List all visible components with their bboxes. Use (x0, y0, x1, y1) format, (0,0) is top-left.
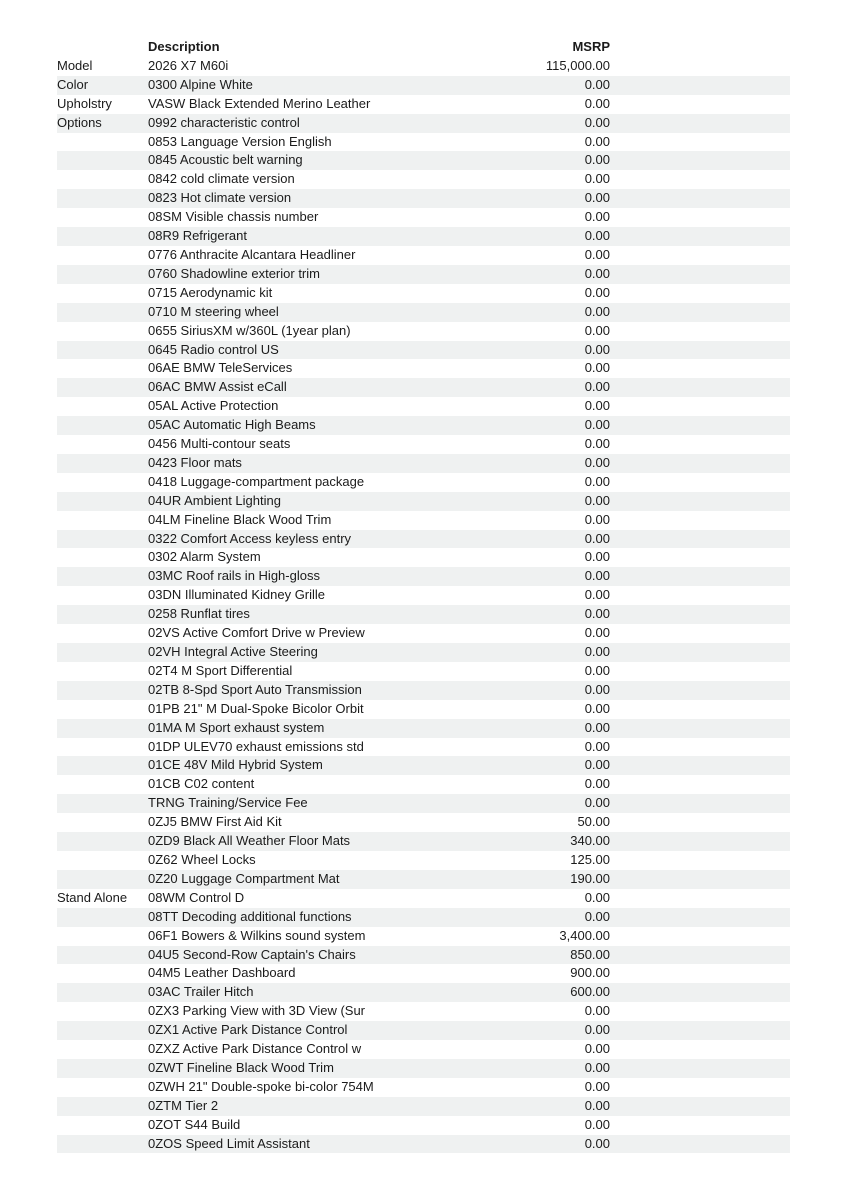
row-label-cell (57, 511, 148, 530)
row-msrp-cell: 125.00 (570, 851, 610, 867)
row-msrp-cell: 0.00 (520, 643, 610, 662)
vehicle-build-sheet (57, 38, 790, 1153)
row-description-cell: 03AC Trailer Hitch (148, 983, 520, 1002)
row-description-cell: 0655 SiriusXM w/360L (1year plan) (148, 322, 351, 338)
table-row (57, 662, 790, 681)
row-msrp-cell: 0.00 (584, 322, 610, 338)
row-filler-cell (610, 57, 790, 76)
row-label-cell (57, 378, 148, 397)
row-filler-cell (610, 397, 790, 416)
row-label-cell (57, 681, 148, 700)
row-description-cell: 01MA M Sport exhaust system (148, 719, 520, 738)
row-filler-cell (610, 416, 790, 435)
table-row (57, 1078, 790, 1097)
row-msrp-cell: 0.00 (584, 473, 610, 489)
row-msrp-cell: 0.00 (584, 436, 610, 452)
row-filler-cell (610, 586, 790, 605)
row-label-cell: Color (57, 76, 148, 95)
row-msrp-cell: 0.00 (584, 511, 610, 527)
table-row (57, 95, 790, 114)
table-row (57, 133, 790, 152)
row-label-cell (57, 473, 148, 492)
row-filler-cell (610, 681, 790, 700)
row-label-cell (57, 908, 148, 927)
row-description-cell: 0645 Radio control US (148, 341, 520, 360)
table-row (57, 76, 790, 95)
row-description-cell: 06AE BMW TeleServices (148, 360, 293, 376)
table-row (57, 416, 790, 435)
table-row (57, 492, 790, 511)
row-description-cell: 0845 Acoustic belt warning (148, 151, 520, 170)
row-label-cell (57, 548, 148, 567)
row-description-cell: 0776 Anthracite Alcantara Headliner (148, 246, 356, 262)
row-filler-cell (610, 813, 790, 832)
table-row (57, 1097, 790, 1116)
row-label-cell (57, 1135, 148, 1154)
row-msrp-cell: 0.00 (520, 908, 610, 927)
row-label-cell (57, 719, 148, 738)
table-row (57, 454, 790, 473)
table-row (57, 151, 790, 170)
row-msrp-cell: 0.00 (520, 265, 610, 284)
row-filler-cell (610, 492, 790, 511)
row-filler-cell (610, 1078, 790, 1097)
row-msrp-cell: 0.00 (520, 378, 610, 397)
row-description-cell: 08SM Visible chassis number (148, 209, 319, 225)
row-msrp-cell: 0.00 (584, 171, 610, 187)
row-filler-cell (610, 908, 790, 927)
row-msrp-cell: 0.00 (520, 1097, 610, 1116)
table-row (57, 719, 790, 738)
row-label-cell (57, 756, 148, 775)
row-msrp-cell: 0.00 (584, 549, 610, 565)
row-description-cell: 0Z20 Luggage Compartment Mat (148, 870, 520, 889)
row-description-cell: 0ZOT S44 Build (148, 1116, 241, 1132)
row-filler-cell (610, 775, 790, 794)
row-filler-cell (610, 151, 790, 170)
table-row (57, 378, 790, 397)
row-description-cell: 0ZJ5 BMW First Aid Kit (148, 814, 282, 830)
table-row (57, 908, 790, 927)
options-table-body (57, 57, 790, 1154)
row-msrp-cell: 0.00 (584, 625, 610, 641)
row-label-cell (57, 1021, 148, 1040)
row-description-cell: 05AL Active Protection (148, 398, 279, 414)
row-filler-cell (610, 341, 790, 360)
table-row (57, 57, 790, 76)
row-description-cell: 0853 Language Version English (148, 133, 332, 149)
row-label-cell (57, 1078, 148, 1097)
row-description-cell: 02TB 8-Spd Sport Auto Transmission (148, 681, 520, 700)
table-row (57, 794, 790, 813)
row-description-cell: 0ZWT Fineline Black Wood Trim (148, 1059, 520, 1078)
row-filler-cell (610, 700, 790, 719)
row-msrp-cell: 0.00 (584, 209, 610, 225)
table-row (57, 643, 790, 662)
row-description-cell: TRNG Training/Service Fee (148, 794, 520, 813)
row-description-cell: 0258 Runflat tires (148, 605, 520, 624)
row-description-cell: 06F1 Bowers & Wilkins sound system (148, 927, 366, 943)
row-label-cell (57, 265, 148, 284)
row-label-cell: Upholstry (57, 95, 112, 111)
table-row (57, 114, 790, 133)
row-description-cell: 08WM Control D (148, 889, 245, 905)
row-msrp-cell: 0.00 (584, 889, 610, 905)
table-row (57, 530, 790, 549)
row-filler-cell (610, 265, 790, 284)
row-filler-cell (610, 114, 790, 133)
row-msrp-cell: 0.00 (520, 794, 610, 813)
row-msrp-cell: 0.00 (520, 492, 610, 511)
row-msrp-cell: 0.00 (584, 246, 610, 262)
row-filler-cell (610, 851, 790, 870)
row-label-cell (57, 983, 148, 1002)
row-label-cell (57, 208, 148, 227)
row-description-cell: 0ZX1 Active Park Distance Control (148, 1021, 520, 1040)
row-label-cell (57, 492, 148, 511)
row-label-cell (57, 643, 148, 662)
row-label-cell (57, 189, 148, 208)
row-msrp-cell: 0.00 (520, 530, 610, 549)
row-label-cell (57, 530, 148, 549)
table-row (57, 473, 790, 492)
table-row (57, 927, 790, 946)
row-label-cell: Model (57, 57, 93, 73)
row-description-cell: 04U5 Second-Row Captain's Chairs (148, 946, 520, 965)
row-msrp-cell: 0.00 (584, 1041, 610, 1057)
row-msrp-cell: 0.00 (520, 76, 610, 95)
row-label-cell (57, 454, 148, 473)
table-row (57, 511, 790, 530)
row-label-cell: Options (57, 114, 148, 133)
row-msrp-cell: 0.00 (520, 1059, 610, 1078)
table-row (57, 605, 790, 624)
table-row (57, 964, 790, 983)
options-table (57, 38, 790, 1153)
row-msrp-cell: 0.00 (584, 776, 610, 792)
row-label-cell (57, 946, 148, 965)
table-row (57, 813, 790, 832)
row-label-cell (57, 738, 148, 757)
row-filler-cell (610, 870, 790, 889)
table-row (57, 738, 790, 757)
row-msrp-cell: 0.00 (520, 681, 610, 700)
table-row (57, 586, 790, 605)
row-msrp-cell: 3,400.00 (559, 927, 610, 943)
table-row (57, 567, 790, 586)
row-filler-cell (610, 1097, 790, 1116)
row-msrp-cell: 0.00 (520, 303, 610, 322)
row-filler-cell (610, 832, 790, 851)
row-filler-cell (610, 133, 790, 152)
row-filler-cell (610, 624, 790, 643)
row-label-cell (57, 1097, 148, 1116)
row-description-cell: 05AC Automatic High Beams (148, 416, 520, 435)
row-description-cell: 0ZWH 21" Double-spoke bi-color 754M (148, 1078, 374, 1094)
row-label-cell (57, 964, 148, 983)
row-label-cell (57, 151, 148, 170)
row-description-cell: 02T4 M Sport Differential (148, 662, 293, 678)
table-row (57, 889, 790, 908)
row-label-cell (57, 170, 148, 189)
row-label-cell (57, 927, 148, 946)
row-description-cell: 0ZD9 Black All Weather Floor Mats (148, 832, 520, 851)
row-filler-cell (610, 76, 790, 95)
row-filler-cell (610, 548, 790, 567)
row-label-cell (57, 1002, 148, 1021)
table-row (57, 700, 790, 719)
row-msrp-cell: 0.00 (520, 567, 610, 586)
row-description-cell: 0715 Aerodynamic kit (148, 284, 273, 300)
row-description-cell: 0Z62 Wheel Locks (148, 851, 256, 867)
row-label-cell (57, 435, 148, 454)
row-filler-cell (610, 473, 790, 492)
table-row (57, 983, 790, 1002)
table-row (57, 851, 790, 870)
row-description-cell: 02VS Active Comfort Drive w Preview (148, 625, 365, 641)
row-msrp-cell: 115,000.00 (545, 57, 610, 73)
row-filler-cell (610, 227, 790, 246)
table-row (57, 227, 790, 246)
row-description-cell: 0423 Floor mats (148, 454, 520, 473)
row-label-cell (57, 605, 148, 624)
row-description-cell: 0456 Multi-contour seats (148, 436, 291, 452)
row-filler-cell (610, 1135, 790, 1154)
row-label-cell (57, 567, 148, 586)
row-msrp-cell: 0.00 (584, 738, 610, 754)
table-row (57, 1059, 790, 1078)
row-msrp-cell: 0.00 (520, 719, 610, 738)
row-msrp-cell: 0.00 (520, 114, 610, 133)
row-label-cell (57, 416, 148, 435)
row-description-cell: 04UR Ambient Lighting (148, 492, 520, 511)
row-msrp-cell: 0.00 (584, 284, 610, 300)
row-msrp-cell: 0.00 (520, 189, 610, 208)
row-description-cell: 08R9 Refrigerant (148, 227, 520, 246)
header-description-cell: Description (148, 39, 220, 54)
row-label-cell (57, 624, 148, 643)
header-label-cell (57, 38, 148, 57)
row-msrp-cell: 0.00 (584, 1078, 610, 1094)
table-row (57, 756, 790, 775)
table-row (57, 170, 790, 189)
row-msrp-cell: 0.00 (520, 151, 610, 170)
table-row (57, 1002, 790, 1021)
table-row (57, 681, 790, 700)
row-filler-cell (610, 1116, 790, 1135)
row-label-cell (57, 322, 148, 341)
table-row (57, 341, 790, 360)
table-row (57, 397, 790, 416)
table-row (57, 359, 790, 378)
row-msrp-cell: 0.00 (520, 1135, 610, 1154)
row-filler-cell (610, 303, 790, 322)
row-filler-cell (610, 1021, 790, 1040)
row-msrp-cell: 0.00 (520, 227, 610, 246)
row-description-cell: 2026 X7 M60i (148, 57, 229, 73)
row-filler-cell (610, 605, 790, 624)
row-filler-cell (610, 511, 790, 530)
row-description-cell: 0322 Comfort Access keyless entry (148, 530, 520, 549)
table-row (57, 265, 790, 284)
row-filler-cell (610, 435, 790, 454)
row-description-cell: VASW Black Extended Merino Leather (148, 95, 371, 111)
row-label-cell (57, 246, 148, 265)
row-label-cell (57, 794, 148, 813)
row-label-cell (57, 341, 148, 360)
row-label-cell: Stand Alone (57, 889, 128, 905)
row-msrp-cell: 900.00 (570, 965, 610, 981)
row-label-cell (57, 284, 148, 303)
row-filler-cell (610, 170, 790, 189)
row-description-cell: 08TT Decoding additional functions (148, 908, 520, 927)
table-row (57, 246, 790, 265)
row-description-cell: 04M5 Leather Dashboard (148, 965, 296, 981)
table-row (57, 946, 790, 965)
row-description-cell: 0ZTM Tier 2 (148, 1097, 520, 1116)
row-filler-cell (610, 964, 790, 983)
row-label-cell (57, 397, 148, 416)
row-label-cell (57, 133, 148, 152)
header-msrp-cell: MSRP (572, 39, 610, 54)
header-filler-cell (610, 38, 790, 57)
row-filler-cell (610, 1002, 790, 1021)
row-filler-cell (610, 378, 790, 397)
row-description-cell: 0302 Alarm System (148, 549, 261, 565)
row-label-cell (57, 1059, 148, 1078)
row-description-cell: 0ZOS Speed Limit Assistant (148, 1135, 520, 1154)
row-description-cell: 0ZXZ Active Park Distance Control w (148, 1041, 362, 1057)
table-row (57, 189, 790, 208)
row-filler-cell (610, 454, 790, 473)
header-row (57, 38, 790, 57)
row-filler-cell (610, 1059, 790, 1078)
row-msrp-cell: 190.00 (520, 870, 610, 889)
row-description-cell: 04LM Fineline Black Wood Trim (148, 511, 332, 527)
row-description-cell: 03DN Illuminated Kidney Grille (148, 587, 326, 603)
row-filler-cell (610, 643, 790, 662)
row-description-cell: 01CB C02 content (148, 776, 255, 792)
row-msrp-cell: 0.00 (520, 756, 610, 775)
row-filler-cell (610, 359, 790, 378)
row-description-cell: 01DP ULEV70 exhaust emissions std (148, 738, 364, 754)
table-row (57, 1135, 790, 1154)
row-label-cell (57, 662, 148, 681)
row-description-cell: 02VH Integral Active Steering (148, 643, 520, 662)
row-msrp-cell: 600.00 (520, 983, 610, 1002)
row-description-cell: 03MC Roof rails in High-gloss (148, 567, 520, 586)
row-description-cell: 0418 Luggage-compartment package (148, 473, 365, 489)
row-label-cell (57, 586, 148, 605)
row-msrp-cell: 0.00 (520, 416, 610, 435)
row-msrp-cell: 0.00 (520, 454, 610, 473)
row-label-cell (57, 303, 148, 322)
row-filler-cell (610, 246, 790, 265)
row-description-cell: 0823 Hot climate version (148, 189, 520, 208)
row-msrp-cell: 0.00 (584, 398, 610, 414)
row-msrp-cell: 0.00 (520, 341, 610, 360)
row-filler-cell (610, 567, 790, 586)
row-msrp-cell: 50.00 (577, 814, 610, 830)
row-label-cell (57, 775, 148, 794)
row-msrp-cell: 0.00 (584, 1116, 610, 1132)
row-label-cell (57, 700, 148, 719)
row-label-cell (57, 1040, 148, 1059)
table-row (57, 870, 790, 889)
table-row (57, 322, 790, 341)
table-row (57, 1021, 790, 1040)
row-filler-cell (610, 530, 790, 549)
row-filler-cell (610, 1040, 790, 1059)
row-filler-cell (610, 322, 790, 341)
row-description-cell: 0842 cold climate version (148, 171, 295, 187)
row-description-cell: 0ZX3 Parking View with 3D View (Sur (148, 1003, 366, 1019)
row-msrp-cell: 340.00 (520, 832, 610, 851)
row-msrp-cell: 0.00 (584, 360, 610, 376)
row-filler-cell (610, 738, 790, 757)
table-row (57, 1116, 790, 1135)
row-msrp-cell: 850.00 (520, 946, 610, 965)
row-filler-cell (610, 946, 790, 965)
table-row (57, 775, 790, 794)
row-filler-cell (610, 794, 790, 813)
table-row (57, 208, 790, 227)
row-msrp-cell: 0.00 (520, 1021, 610, 1040)
row-label-cell (57, 813, 148, 832)
row-description-cell: 06AC BMW Assist eCall (148, 378, 520, 397)
row-filler-cell (610, 983, 790, 1002)
row-msrp-cell: 0.00 (584, 95, 610, 111)
row-filler-cell (610, 189, 790, 208)
row-label-cell (57, 832, 148, 851)
row-msrp-cell: 0.00 (584, 700, 610, 716)
table-row (57, 548, 790, 567)
row-label-cell (57, 1116, 148, 1135)
row-filler-cell (610, 756, 790, 775)
row-filler-cell (610, 284, 790, 303)
row-label-cell (57, 227, 148, 246)
row-label-cell (57, 870, 148, 889)
row-filler-cell (610, 662, 790, 681)
row-filler-cell (610, 719, 790, 738)
row-msrp-cell: 0.00 (584, 587, 610, 603)
row-description-cell: 01CE 48V Mild Hybrid System (148, 756, 520, 775)
row-description-cell: 0300 Alpine White (148, 76, 520, 95)
row-description-cell: 0760 Shadowline exterior trim (148, 265, 520, 284)
row-msrp-cell: 0.00 (584, 1003, 610, 1019)
row-filler-cell (610, 889, 790, 908)
row-msrp-cell: 0.00 (584, 133, 610, 149)
row-filler-cell (610, 208, 790, 227)
table-row (57, 435, 790, 454)
row-msrp-cell: 0.00 (584, 662, 610, 678)
table-row (57, 1040, 790, 1059)
row-description-cell: 01PB 21" M Dual-Spoke Bicolor Orbit (148, 700, 364, 716)
row-label-cell (57, 359, 148, 378)
table-row (57, 284, 790, 303)
table-row (57, 832, 790, 851)
row-filler-cell (610, 927, 790, 946)
row-description-cell: 0992 characteristic control (148, 114, 520, 133)
row-filler-cell (610, 95, 790, 114)
table-row (57, 303, 790, 322)
options-table-header (57, 38, 790, 57)
table-row (57, 624, 790, 643)
row-description-cell: 0710 M steering wheel (148, 303, 520, 322)
row-label-cell (57, 851, 148, 870)
row-msrp-cell: 0.00 (520, 605, 610, 624)
